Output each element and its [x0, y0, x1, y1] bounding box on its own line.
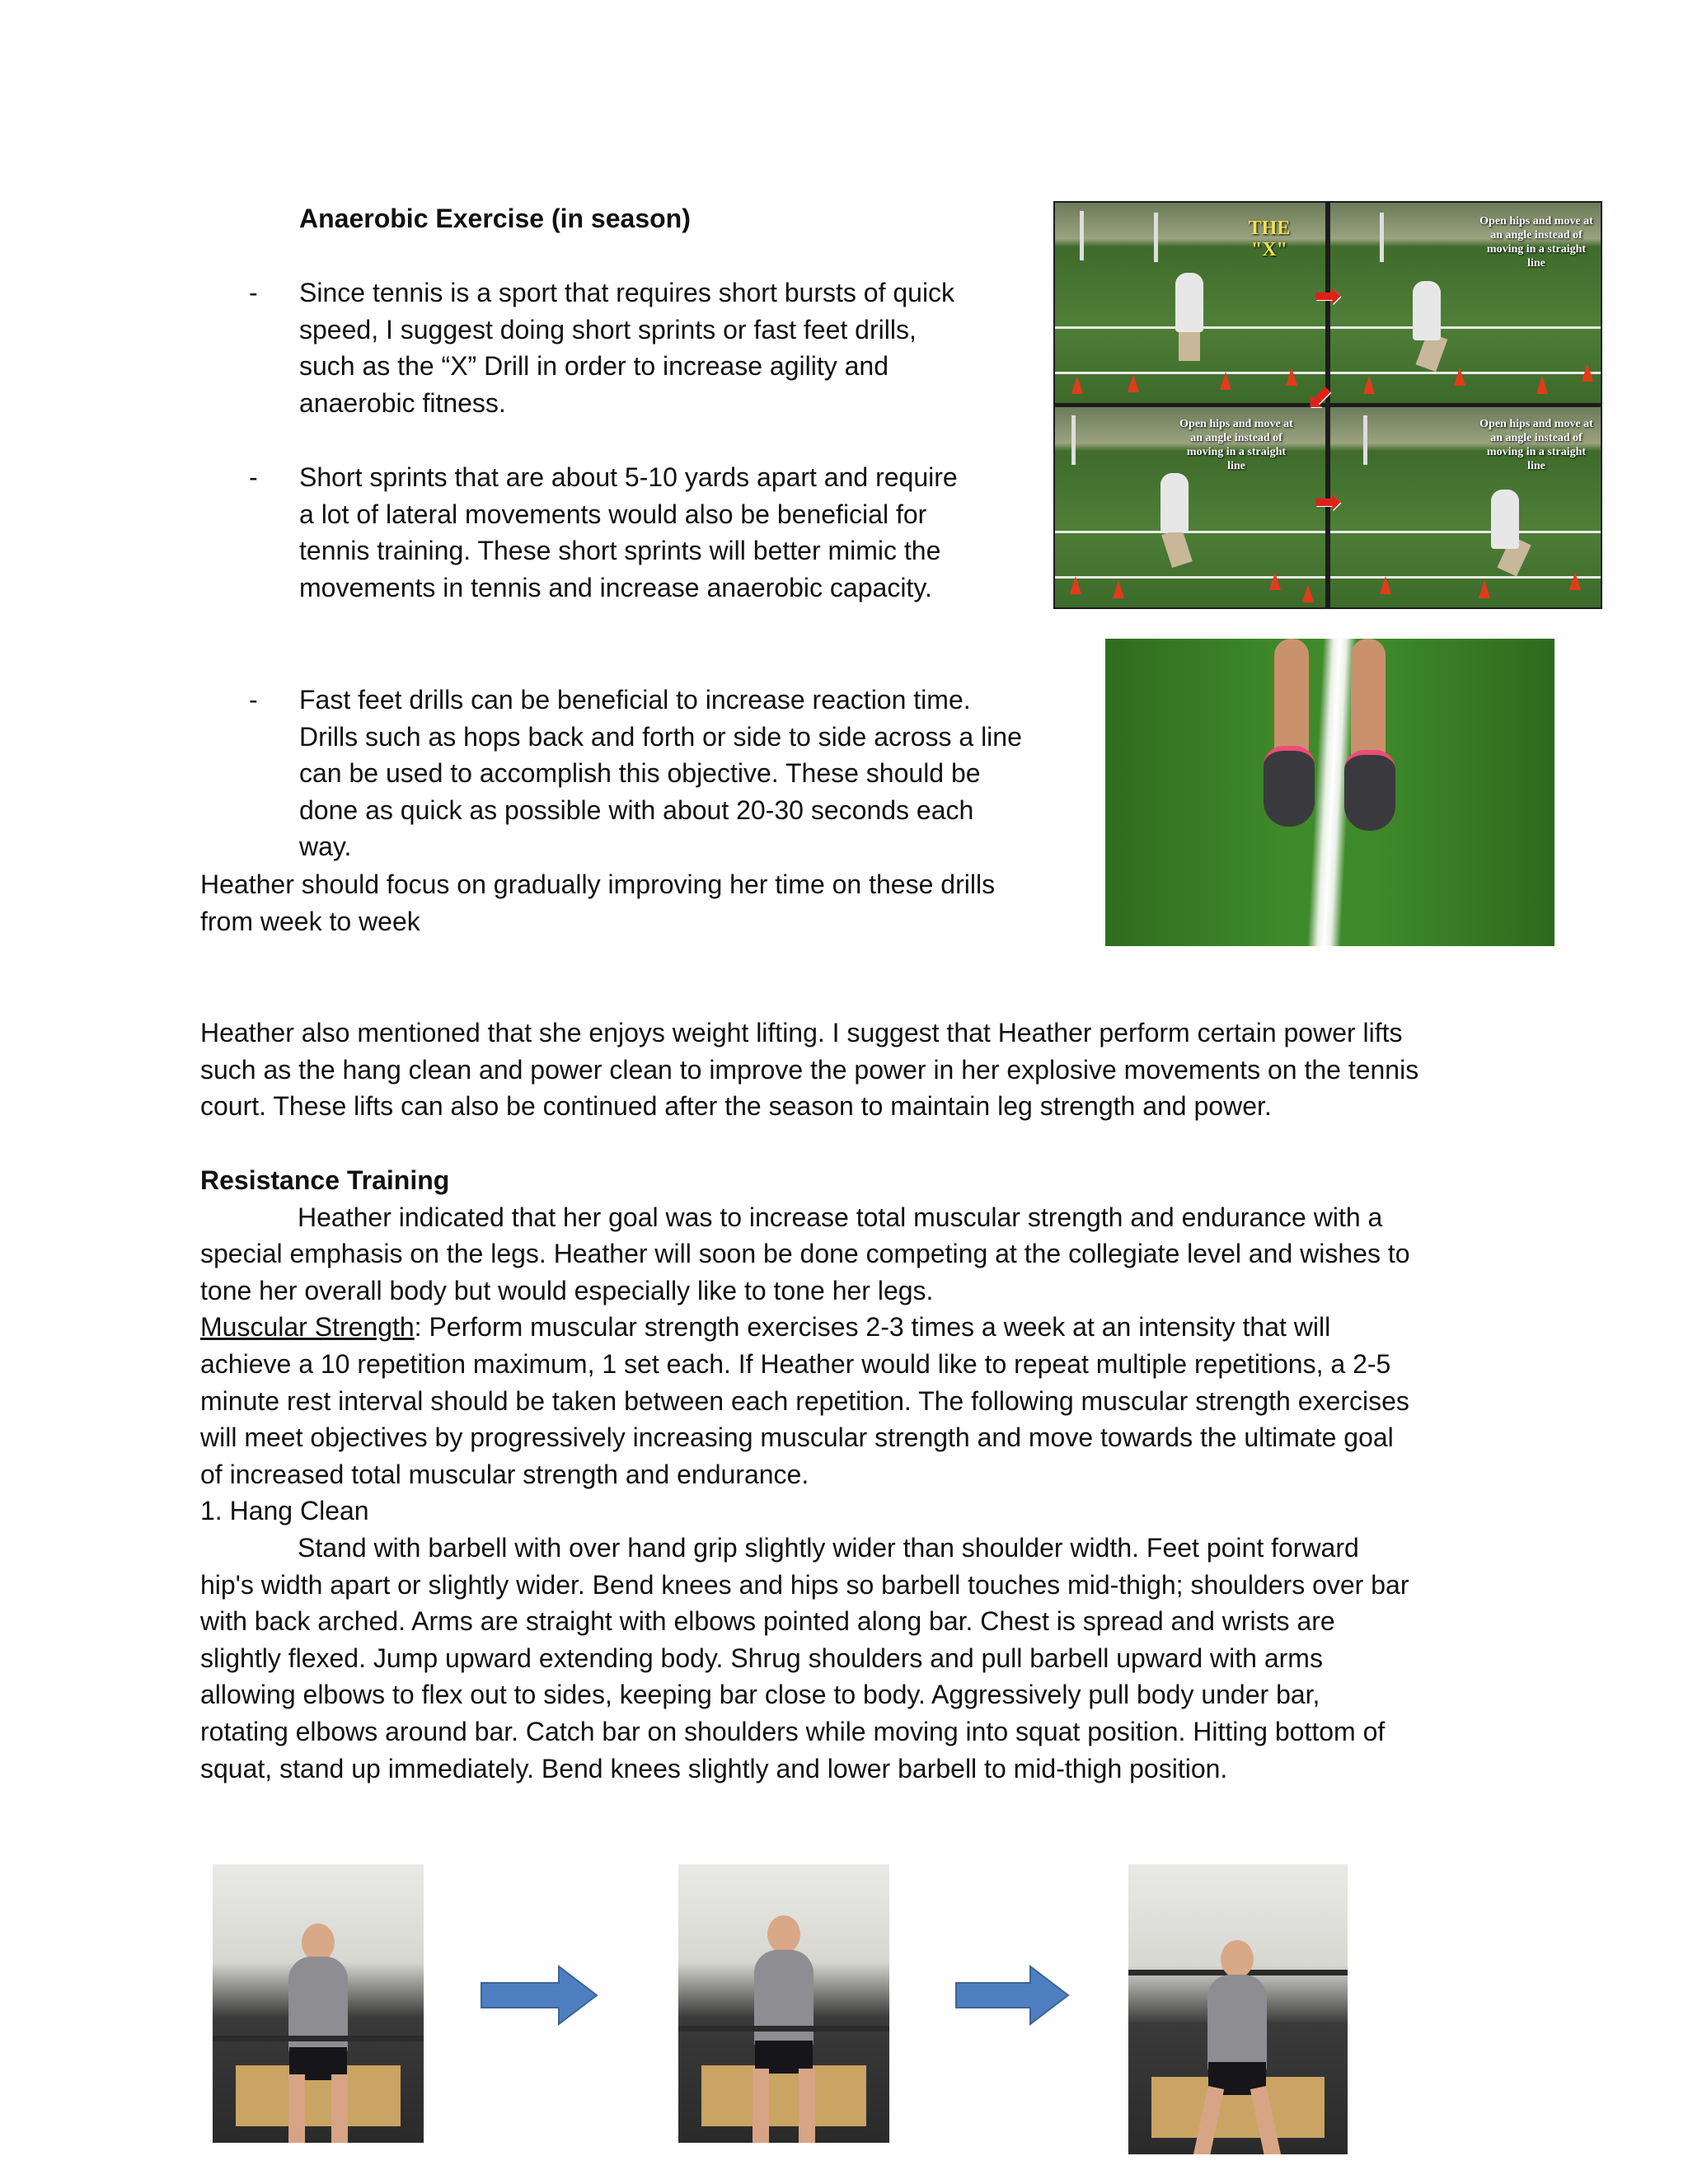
x-drill-frame-4: [1330, 407, 1601, 607]
bullet-line: way.: [299, 832, 352, 862]
paragraph-text: : Perform muscular strength exercises 2-3 times a week at an intensity that will: [414, 1312, 1331, 1343]
x-drill-frame-1: [1055, 203, 1325, 403]
muscular-strength-label: Muscular Strength: [200, 1312, 415, 1343]
paragraph-line: [200, 1309, 1410, 1346]
bullet-marker: -: [249, 278, 258, 307]
bullet-line: Since tennis is a sport that requires short bursts of quick: [299, 278, 955, 307]
note-line: from week to week: [200, 906, 420, 936]
bullet-2-text: [299, 459, 958, 606]
bullet-line: speed, I suggest doing short sprints or fast feet drills,: [299, 314, 917, 344]
paragraph-line: special emphasis on the legs. Heather will soon be done competing at the collegiate level and wishes to: [200, 1239, 1410, 1269]
exercise-title: 1. Hang Clean: [200, 1496, 369, 1526]
bullet-marker: -: [249, 685, 258, 715]
right-arrow-icon: [954, 1965, 1070, 2026]
anaerobic-heading: Anaerobic Exercise (in season): [299, 204, 691, 233]
paragraph-line: with back arched. Arms are straight with elbows pointed along bar. Chest is spread and wrists are: [200, 1606, 1335, 1637]
paragraph-text: Heather indicated that her goal was to increase total muscular strength and endurance with a: [298, 1202, 1383, 1232]
bullet-line: tennis training. These short sprints will better mimic the: [299, 536, 941, 566]
x-drill-caption: Open hips and move at an angle instead of moving in a straight line: [1479, 418, 1593, 472]
resistance-section: [200, 1162, 1410, 1787]
x-drill-photo-collage: [1053, 201, 1602, 609]
x-drill-caption: Open hips and move at an angle instead of moving in a straight line: [1179, 418, 1293, 472]
paragraph-line: allowing elbows to flex out to sides, keeping bar close to body. Aggressively pull body under bar,: [200, 1680, 1320, 1710]
paragraph-line: hip's width apart or slightly wider. Bend knees and hips so barbell touches mid-thigh; shoulders over bar: [200, 1569, 1409, 1600]
paragraph-line: squat, stand up immediately. Bend knees slightly and lower barbell to mid-thigh position.: [200, 1753, 1228, 1783]
bullet-line: can be used to accomplish this objective. These should be: [299, 758, 981, 789]
paragraph-line: [200, 1199, 1410, 1236]
paragraph-line: achieve a 10 repetition maximum, 1 set each. If Heather would like to repeat multiple repetitions, a 2-5: [200, 1348, 1391, 1379]
note-line: Heather should focus on gradually improving her time on these drills: [200, 869, 996, 899]
paragraph-line: rotating elbows around bar. Catch bar on shoulders while moving into squat position. Hitting bottom of: [200, 1716, 1386, 1746]
leg: [1274, 639, 1309, 754]
x-drill-caption: Open hips and move at an angle instead of moving in a straight line: [1479, 215, 1593, 269]
leg: [1351, 639, 1386, 758]
down-left-arrow-icon: ⬋: [1306, 379, 1334, 415]
paragraph-line: slightly flexed. Jump upward extending body. Shrug shoulders and pull barbell upward with arms: [200, 1643, 1323, 1673]
bullet-1-text: [299, 274, 954, 421]
bullet-3-text: [299, 682, 1022, 865]
right-arrow-icon: ➡: [1314, 484, 1342, 520]
right-arrow-icon: [480, 1965, 598, 2026]
drill-progress-note: [200, 866, 995, 940]
shoe: [1344, 750, 1395, 831]
paragraph-line: of increased total muscular strength and endurance.: [200, 1459, 809, 1489]
bullet-line: Short sprints that are about 5-10 yards apart and require: [299, 462, 958, 492]
bullet-line: done as quick as possible with about 20-30 seconds each: [299, 794, 974, 825]
paragraph-line: will meet objectives by progressively increasing muscular strength and move towards the ultimate goal: [200, 1422, 1394, 1453]
paragraph-line: such as the hang clean and power clean to improve the power in her explosive movements on the tennis: [200, 1054, 1419, 1085]
paragraph-line: tone her overall body but would especially like to tone her legs.: [200, 1275, 934, 1305]
hang-clean-photo-1: [213, 1864, 424, 2143]
bullet-line: movements in tennis and increase anaerobic capacity.: [299, 572, 932, 602]
right-arrow-icon: ➡: [1314, 278, 1342, 314]
paragraph-line: court. These lifts can also be continued after the season to maintain leg strength and power.: [200, 1091, 1272, 1122]
hang-clean-photo-3: [1128, 1864, 1348, 2154]
bullet-line: Drills such as hops back and forth or side to side across a line: [299, 721, 1022, 752]
shoe: [1264, 746, 1315, 827]
bullet-line: Fast feet drills can be beneficial to increase reaction time.: [299, 685, 971, 715]
bullet-line: anaerobic fitness.: [299, 387, 506, 418]
paragraph-line: minute rest interval should be taken between each repetition. The following muscular strength exercises: [200, 1385, 1409, 1416]
x-drill-title: THE "X": [1248, 218, 1291, 260]
weight-lifting-paragraph: [200, 1015, 1418, 1125]
paragraph-line: [200, 1530, 1410, 1567]
bullet-marker: -: [249, 462, 258, 492]
x-drill-frame-3: [1055, 407, 1325, 607]
bullet-line: a lot of lateral movements would also be beneficial for: [299, 499, 927, 529]
resistance-heading: Resistance Training: [200, 1165, 450, 1195]
paragraph-line: Heather also mentioned that she enjoys weight lifting. I suggest that Heather perform certain power lifts: [200, 1018, 1403, 1047]
fast-feet-photo: [1105, 639, 1554, 946]
paragraph-text: Stand with barbell with over hand grip slightly wider than shoulder width. Feet point forward: [298, 1532, 1359, 1563]
x-drill-frame-2: [1330, 203, 1601, 403]
hang-clean-photo-2: [678, 1864, 889, 2143]
bullet-line: such as the “X” Drill in order to increase agility and: [299, 351, 889, 382]
